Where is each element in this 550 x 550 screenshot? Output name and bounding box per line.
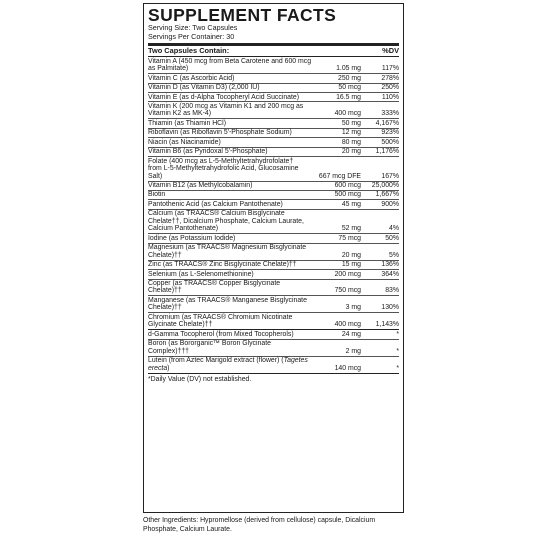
nutrient-amount: 20 mg [341,148,361,156]
daily-value-footnote: *Daily Value (DV) not established. [148,373,399,384]
supplement-facts-panel [143,3,404,513]
nutrient-dv: 4,167% [375,119,399,127]
nutrient-name: Vitamin K (200 mcg as Vitamin K1 and 200 mcg as Vitamin K2 as MK-4) [148,102,304,118]
nutrient-row-copper [148,280,399,297]
nutrient-name: Chromium (as TRAACS® Chromium Nicotinate Glycinate Chelate)†† [148,313,293,329]
nutrient-row-calcium [148,210,399,234]
nutrient-amount: 3 mg [345,304,361,312]
nutrient-row-vitamin-c [148,74,399,83]
nutrient-name: Pantothenic Acid (as Calcium Pantothenate) [148,200,283,208]
nutrient-dv: 1,667% [375,191,399,199]
nutrient-row-vitamin-b6 [148,148,399,157]
nutrient-name: d-Gamma Tocopherol (from Mixed Tocopherols) [148,330,294,338]
lutein-name-end: ) [167,364,170,372]
nutrient-dv: 250% [381,84,399,92]
nutrient-row-chromium [148,313,399,330]
lutein-botanical-name: Tagetes erecta [148,357,308,372]
nutrient-dv: 25,000% [371,182,399,190]
nutrient-name: Zinc (as TRAACS® Zinc Bisglycinate Chelate)†† [148,261,297,269]
nutrient-dv: 167% [381,172,399,180]
nutrient-name: Calcium (as TRAACS® Calcium Bisglycinate Chelate††, Dicalcium Phosphate, Calcium Laurate, Calcium Pantothenate) [148,210,304,233]
nutrient-name: Vitamin A (450 mcg from Beta Carotene and 600 mcg as Palmitate) [148,57,312,73]
nutrient-dv: 117% [381,65,399,73]
nutrient-name: Boron (as Bororganic™ Boron Glycinate Complex)††† [148,340,271,355]
nutrient-row-manganese [148,296,399,313]
nutrient-amount: 1.05 mg [336,65,361,73]
nutrient-dv: 5% [389,251,399,259]
nutrient-dv: 50% [385,234,399,242]
nutrient-dv: 333% [381,110,399,118]
nutrient-row-vitamin-d [148,84,399,93]
nutrient-dv: 1,143% [375,321,399,329]
nutrient-amount: 80 mg [341,138,361,146]
nutrient-row-pantothenic-acid [148,200,399,209]
header-dv-label: %DV [382,46,399,56]
serving-size: Serving Size: Two Capsules [148,23,238,32]
nutrient-name: Vitamin C (as Ascorbic Acid) [148,74,235,82]
nutrient-name: Vitamin B6 (as Pyridoxal 5'-Phosphate) [148,148,268,156]
servings-per-container: Servings Per Container: 30 [148,31,235,41]
nutrient-amount: 600 mcg [334,182,361,190]
nutrient-amount: 750 mcg [334,287,361,295]
nutrient-row-vitamin-b12 [148,182,399,191]
nutrient-name: Vitamin E (as d-Alpha Tocopheryl Acid Succinate) [148,93,300,101]
nutrient-row-magnesium [148,244,399,261]
nutrient-dv: 136% [381,261,399,269]
nutrient-name: Thiamin (as Thiamin HCl) [148,119,226,127]
nutrient-name: Niacin (as Niacinamide) [148,138,221,146]
nutrient-dv: * [396,347,399,355]
nutrient-name: Folate (400 mcg as L-5-Methyltetrahydrofolate† from L-5-Methyltetrahydrofolic Acid, Glucosamine Salt) [148,157,299,180]
nutrient-amount: 52 mg [341,225,361,233]
nutrient-dv: 923% [381,129,399,137]
nutrient-dv: 130% [381,304,399,312]
panel-title: SUPPLEMENT FACTS [148,5,337,25]
nutrient-name: Vitamin B12 (as Methylcobalamin) [148,182,253,190]
nutrient-row-vitamin-a [148,57,399,74]
nutrient-row-niacin [148,138,399,147]
nutrient-dv: 4% [389,225,399,233]
nutrient-row-vitamin-k [148,102,399,119]
nutrient-dv: 83% [385,287,399,295]
nutrient-dv: 900% [381,200,399,208]
nutrient-amount: 50 mg [341,119,361,127]
nutrient-name: Manganese (as TRAACS® Manganese Bisglycinate Chelate)†† [148,296,307,312]
nutrient-amount: 140 mcg [334,364,361,372]
nutrient-amount: 400 mcg [334,110,361,118]
nutrient-name: Copper (as TRAACS® Copper Bisglycinate Chelate)†† [148,280,281,295]
nutrient-amount: 15 mg [341,261,361,269]
nutrient-dv: 1,176% [375,148,399,156]
nutrient-name [148,357,315,372]
nutrient-dv: 278% [381,74,399,82]
nutrient-row-folate [148,157,399,181]
nutrient-amount: 400 mcg [334,321,361,329]
nutrient-name: Vitamin D (as Vitamin D3) (2,000 IU) [148,84,260,92]
nutrient-name: Selenium (as L-Selenomethionine) [148,270,254,278]
nutrient-row-gamma-tocopherol [148,330,399,339]
nutrient-row-selenium [148,270,399,279]
nutrient-dv: 500% [381,138,399,146]
nutrient-amount: 667 mcg DFE [318,172,361,180]
nutrient-amount: 16.5 mg [336,93,361,101]
lutein-name-start: Lutein (from Aztec Marigold extract (flower) ( [148,357,284,365]
table-header [148,46,399,57]
nutrient-row-biotin [148,191,399,200]
nutrient-amount: 50 mcg [338,84,361,92]
nutrient-amount: 75 mcg [338,234,361,242]
nutrient-row-lutein [148,357,399,373]
nutrient-amount: 24 mg [341,330,361,338]
nutrient-amount: 200 mcg [334,270,361,278]
nutrient-name: Iodine (as Potassium Iodide) [148,234,236,242]
header-contain-label: Two Capsules Contain: [148,46,230,56]
nutrient-amount: 2 mg [345,347,361,355]
nutrient-dv: * [396,364,399,372]
nutrient-name: Magnesium (as TRAACS® Magnesium Bisglycinate Chelate)†† [148,244,307,259]
nutrient-dv: 364% [381,270,399,278]
nutrient-dv: 110% [381,93,399,101]
nutrient-amount: 12 mg [341,129,361,137]
nutrient-amount: 250 mg [338,74,361,82]
nutrient-row-vitamin-e [148,93,399,102]
other-ingredients: Other Ingredients: Hypromellose (derived from cellulose) capsule, Dicalcium Phosphate, Calcium Laurate. [143,517,376,533]
nutrient-row-zinc [148,261,399,270]
nutrient-amount: 45 mg [341,200,361,208]
nutrient-dv: * [396,330,399,338]
nutrient-row-thiamin [148,119,399,128]
nutrient-row-iodine [148,234,399,243]
nutrient-name: Riboflavin (as Riboflavin 5'-Phosphate Sodium) [148,129,292,137]
nutrient-amount: 20 mg [341,251,361,259]
nutrient-name: Biotin [148,191,166,199]
nutrient-amount: 500 mcg [334,191,361,199]
nutrient-row-riboflavin [148,129,399,138]
nutrient-row-boron [148,340,399,357]
